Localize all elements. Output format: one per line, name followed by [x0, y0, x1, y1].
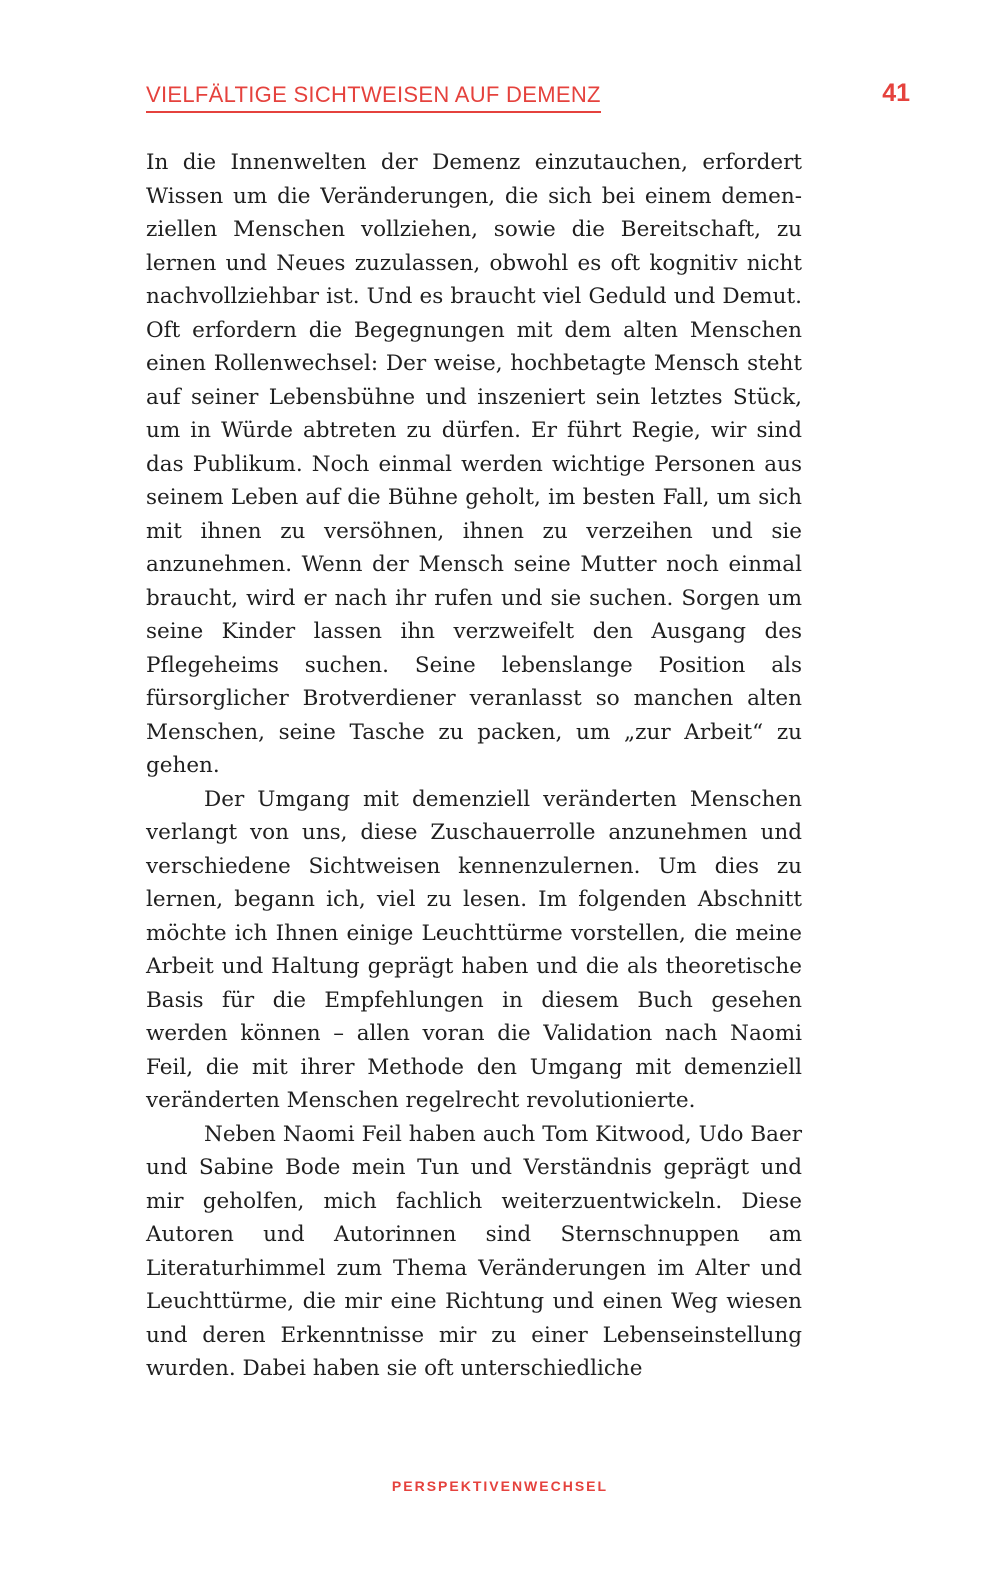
running-title: VIELFÄLTIGE SICHTWEISEN AUF DEMENZ [146, 80, 601, 113]
paragraph-2: Der Umgang mit demenziell veränderten Menschen verlangt von uns, diese Zuschauerrolle anzunehmen und verschiedene Sichtweisen kennenzulernen. Um dies zu lernen, begann ich, viel zu lesen. Im folgenden Abschnitt möchte ich Ihnen einige Leuchttürme vorstellen, die meine Arbeit und Haltung geprägt haben und die als theoretische Basis für die Empfehlungen in diesem Buch gesehen werden können – allen voran die Validation nach Naomi Feil, die mit ihrer Methode den Umgang mit demenziell veränderten Menschen regelrecht revolutionierte. [146, 786, 802, 1113]
paragraph-3: Neben Naomi Feil haben auch Tom Kitwood, Udo Baer und Sabine Bode mein Tun und Verständnis geprägt und mir geholfen, mich fachlich weiterzuentwickeln. Diese Autoren und Autorinnen sind Sternschnuppen am Literaturhimmel zum Thema Veränderungen im Alter und Leuchttürme, die mir eine Richtung und einen Weg wiesen und deren Erkenntnisse mir zu einer Lebenseinstellung wurden. Dabei haben sie oft unterschiedliche [146, 1121, 802, 1381]
paragraph-1: In die Innenwelten der Demenz einzutauchen, erfordert Wissen um die Veränderungen, die sich bei einem demenziellen Menschen vollziehen, sowie die Bereitschaft, zu lernen und Neues zuzulassen, obwohl es oft kognitiv nicht nachvollziehbar ist. Und es braucht viel Geduld und Demut. Oft erfordern die Begegnungen mit dem alten Menschen einen Rollenwechsel: Der weise, hochbetagte Mensch steht auf seiner Lebensbühne und inszeniert sein letztes Stück, um in Würde abtreten zu dürfen. Er führt Regie, wir sind das Publikum. Noch einmal werden wichtige Personen aus seinem Leben auf die Bühne geholt, im besten Fall, um sich mit ihnen zu versöhnen, ihnen zu verzeihen und sie anzunehmen. Wenn der Mensch seine Mutter noch einmal braucht, wird er nach ihr rufen und sie suchen. Sorgen um seine Kinder lassen ihn verzweifelt den Ausgang des Pflegeheims suchen. Seine lebenslange Position als fürsorglicher Brotverdiener veranlasst so manchen alten Menschen, seine Tasche zu packen, um „zur Arbeit“ zu gehen. [146, 150, 802, 778]
page-number: 41 [882, 79, 910, 107]
body-text [146, 146, 802, 1386]
section-footer: PERSPEKTIVENWECHSEL [391, 1478, 609, 1494]
